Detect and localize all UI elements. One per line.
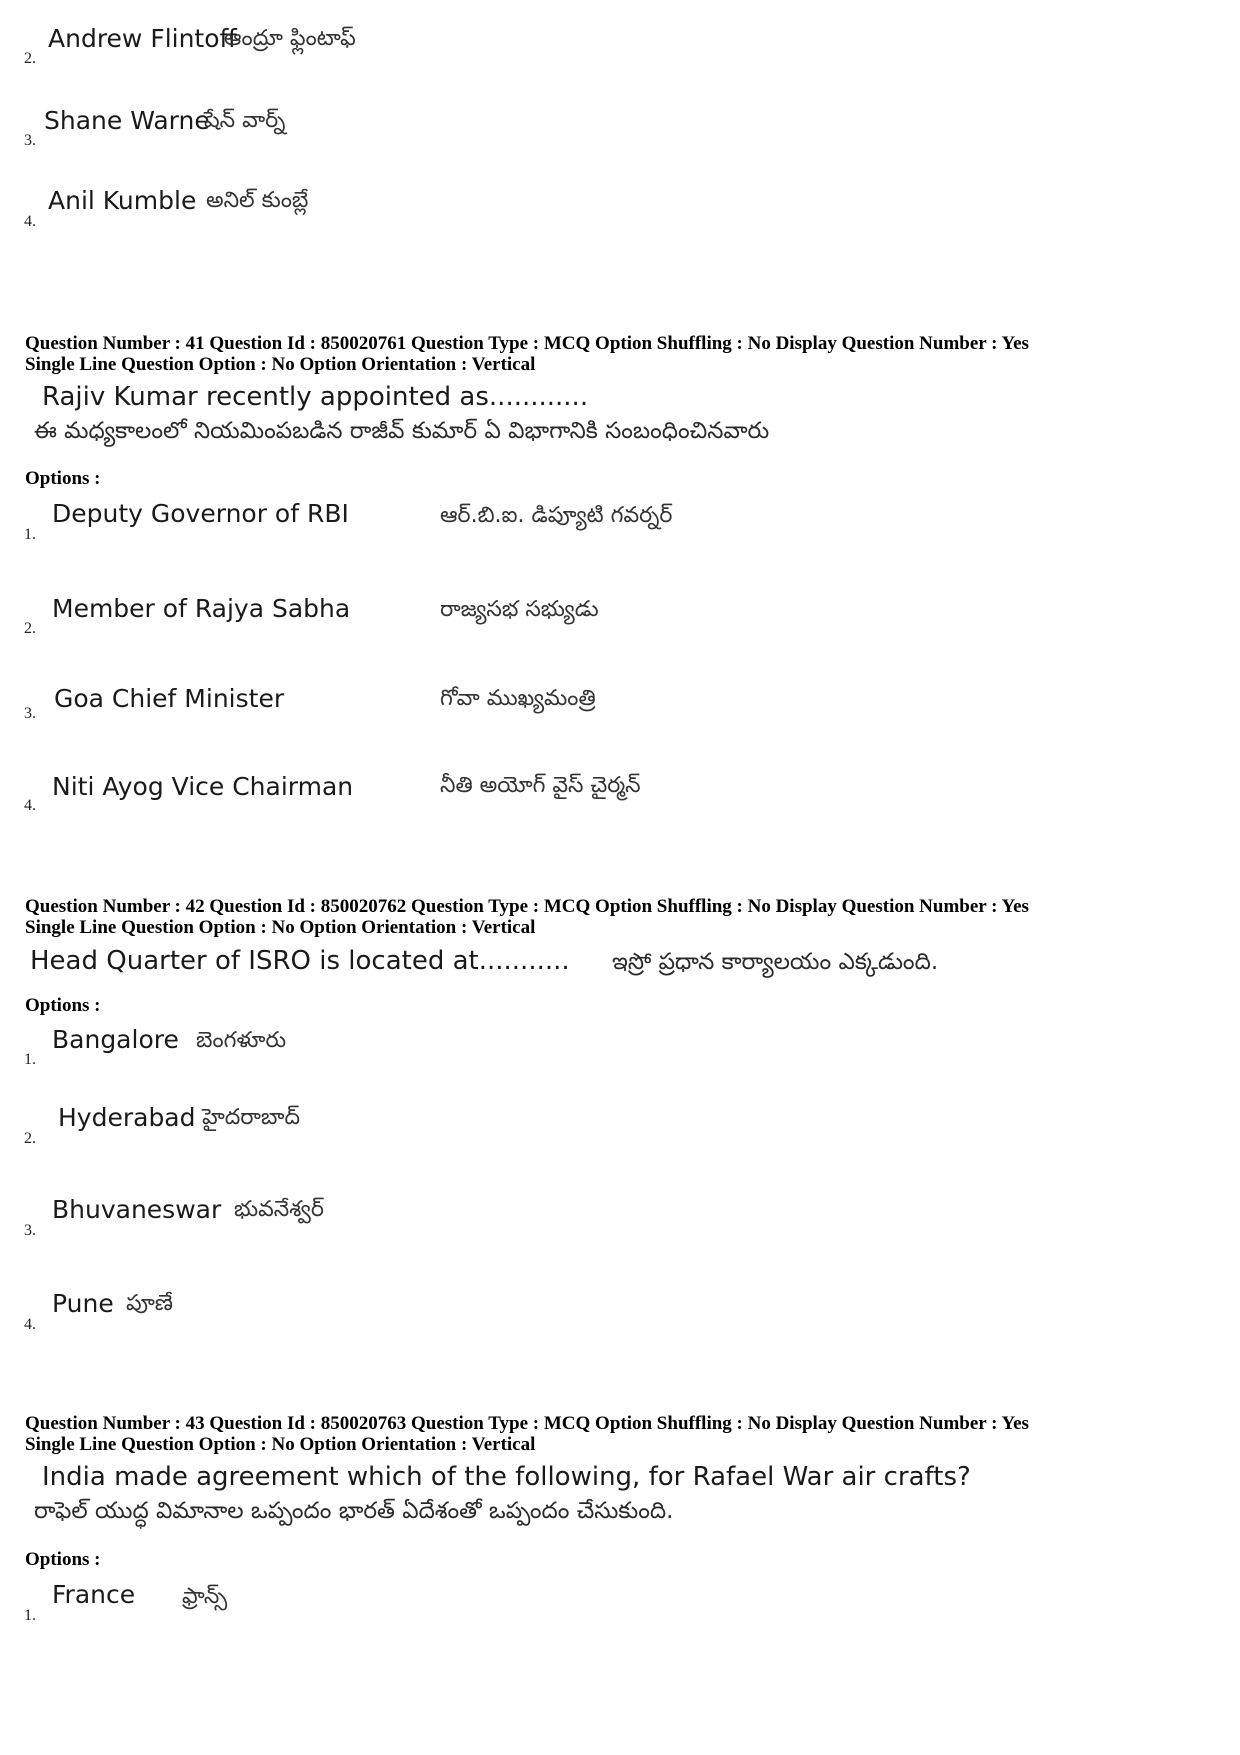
option-number: 4. — [24, 213, 36, 230]
option-text-telugu: భువనేశ్వర్ — [234, 1197, 324, 1222]
options-label: Options : — [25, 1549, 101, 1570]
option-text-telugu: బెంగళూరు — [196, 1028, 287, 1053]
option-text: Goa Chief Minister — [54, 684, 285, 713]
option-number: 1. — [24, 1051, 36, 1068]
question-text-telugu: రాఫెల్ యుద్ధ విమానాల ఒప్పందం భారత్ ఏదేశంతో ఒప్పందం చేసుకుంది. — [34, 1498, 674, 1524]
question-text: India made agreement which of the following, for Rafael War air crafts? — [42, 1462, 971, 1492]
option-text: Deputy Governor of RBI — [52, 499, 349, 528]
option-text: Bhuvaneswar — [52, 1195, 222, 1224]
question-meta-line2: Single Line Question Option : No Option Orientation : Vertical — [25, 354, 536, 375]
option-text-telugu: ఆంద్రూ ఫ్లింటాఫ్ — [224, 26, 356, 51]
option-number: 1. — [24, 1607, 36, 1624]
option-text-telugu: రాజ్యసభ సభ్యుడు — [440, 597, 599, 622]
question-text: Rajiv Kumar recently appointed as............ — [42, 382, 589, 412]
options-label: Options : — [25, 468, 101, 489]
option-text: Hyderabad — [58, 1103, 196, 1132]
option-text-telugu: హైదరాబాద్ — [202, 1105, 300, 1130]
options-label: Options : — [25, 995, 101, 1016]
option-text-telugu: గోవా ముఖ్యమంత్రి — [440, 686, 596, 711]
option-text-telugu: నీతి అయోగ్ వైస్ చైర్మన్ — [440, 773, 641, 798]
option-number: 1. — [24, 526, 36, 543]
option-text-telugu: పూణే — [126, 1291, 173, 1316]
option-text: Member of Rajya Sabha — [52, 594, 351, 623]
option-text: Anil Kumble — [48, 186, 197, 215]
option-text-telugu: షేన్ వార్న్ — [204, 108, 286, 133]
option-number: 3. — [24, 705, 36, 722]
option-number: 2. — [24, 1130, 36, 1147]
question-text-telugu: ఈ మధ్యకాలంలో నియమింపబడిన రాజీవ్ కుమార్ ఏ విభాగానికి సంబంధించినవారు — [34, 418, 770, 444]
option-number: 4. — [24, 1316, 36, 1333]
question-meta-line1: Question Number : 42 Question Id : 850020762 Question Type : MCQ Option Shuffling : No Display Question Number : Yes — [25, 896, 1029, 917]
option-number: 4. — [24, 797, 36, 814]
option-text-telugu: అనిల్ కుంబ్లే — [206, 188, 309, 213]
option-text-telugu: ఆర్.బి.ఐ. డిప్యూటి గవర్నర్ — [440, 503, 673, 528]
option-text: Andrew Flintoff — [48, 24, 237, 53]
question-text-telugu: ఇస్రో ప్రధాన కార్యాలయం ఎక్కడుంది. — [612, 949, 939, 975]
option-text: Niti Ayog Vice Chairman — [52, 772, 354, 801]
option-text: Pune — [52, 1289, 114, 1318]
question-meta-line2: Single Line Question Option : No Option Orientation : Vertical — [25, 917, 536, 938]
option-number: 2. — [24, 50, 36, 67]
option-text: France — [52, 1580, 136, 1609]
option-number: 3. — [24, 132, 36, 149]
option-text-telugu: ఫ్రాన్స్ — [182, 1584, 228, 1609]
question-meta-line1: Question Number : 41 Question Id : 850020761 Question Type : MCQ Option Shuffling : No Display Question Number : Yes — [25, 333, 1029, 354]
option-text: Shane Warne — [44, 106, 210, 135]
question-meta-line1: Question Number : 43 Question Id : 850020763 Question Type : MCQ Option Shuffling : No Display Question Number : Yes — [25, 1413, 1029, 1434]
option-number: 2. — [24, 620, 36, 637]
option-number: 3. — [24, 1222, 36, 1239]
question-text: Head Quarter of ISRO is located at........... — [30, 946, 570, 976]
option-text: Bangalore — [52, 1025, 179, 1054]
question-meta-line2: Single Line Question Option : No Option Orientation : Vertical — [25, 1434, 536, 1455]
